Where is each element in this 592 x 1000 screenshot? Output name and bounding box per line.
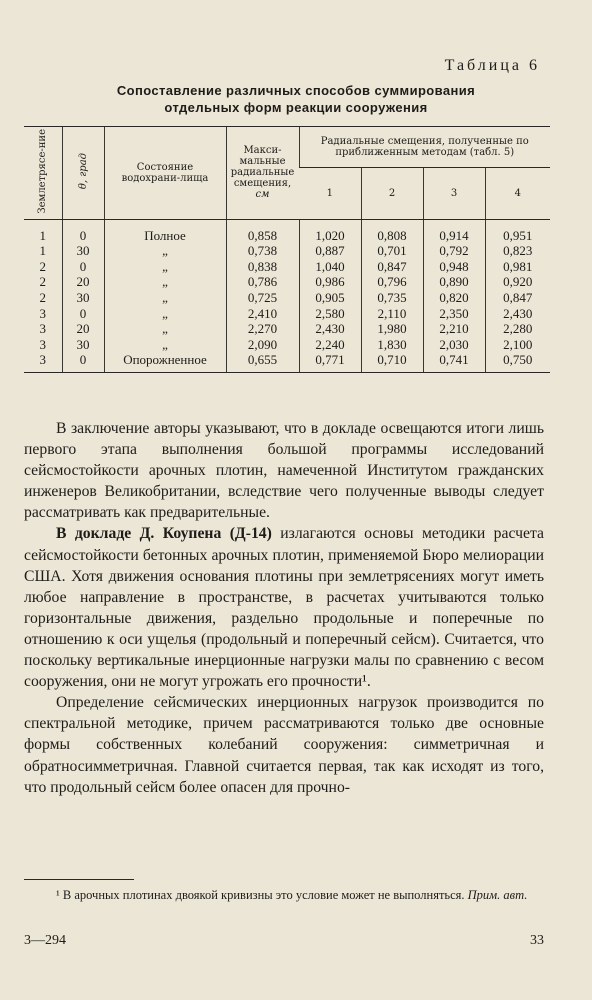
footnote-divider [24,879,134,880]
table-row [24,219,550,243]
table-row [24,243,550,259]
cell-earthquake: 1 [39,227,46,243]
cell-theta: 20 [62,321,104,337]
body-text [24,418,544,798]
cell-method-1: 2,240 [299,337,361,353]
cell-method-2: 0,701 [361,243,423,259]
cell-earthquake: 3 [24,352,62,372]
cell-state: „ [104,274,226,290]
footnote: ¹ В арочных плотинах двоякой кривизны это условие может не выполняться. Прим. авт. [56,888,528,902]
page-number: 33 [530,933,544,948]
cell-theta: 20 [62,274,104,290]
cell-theta: 30 [62,243,104,259]
cell-method-3: 0,820 [423,290,485,306]
cell-max: 0,655 [226,352,299,372]
table-row [24,274,550,290]
cell-max: 2,090 [226,337,299,353]
cell-earthquake: 3 [39,305,46,321]
cell-method-3: 0,914 [423,219,485,243]
cell-method-1: 0,887 [299,243,361,259]
paragraph-seismic-loads: Определение сейсмических инерционных нагрузок производится по спектральной методике, причем рассматриваются только две основные формы собственных колебаний сооружения: симметричная и обратносимметричная. Главной считается первая, так как исходят из того, что продольный сейсм более опасен для прочно- [24,694,544,796]
cell-method-4: 2,100 [485,337,550,353]
cell-method-2: 0,710 [361,352,423,372]
header-reservoir-state: Состояние водохрани-лища [104,127,226,220]
cell-method-4: 0,847 [485,290,550,306]
cell-max: 0,838 [226,259,299,275]
paragraph-conclusion: В заключение авторы указывают, что в докладе освещаются итоги лишь первого этапа выполнения большой программы исследований сейсмостойкости арочных плотин, намеченной Институтом гражданских инженеров Великобритании, вследствие чего полученные выводы следует рассматривать как предварительные. [24,420,544,522]
cell-max: 2,270 [226,321,299,337]
header-max-displacement: Макси-мальные радиальные смещения, см [226,127,299,220]
cell-method-3: 0,948 [423,259,485,275]
header-method-1: 1 [299,167,361,219]
cell-max: 0,738 [226,243,299,259]
header-theta: θ, град [62,127,104,220]
cell-state: Опорожненное [104,352,226,372]
cell-earthquake: 2 [39,274,46,290]
cell-method-2: 1,980 [361,321,423,337]
cell-theta: 0 [62,352,104,372]
table-label: Таблица 6 [444,57,540,74]
cell-method-3: 2,210 [423,321,485,337]
cell-method-4: 0,750 [485,352,550,372]
table-row [24,352,550,372]
cell-method-2: 0,735 [361,290,423,306]
cell-method-4: 0,951 [485,219,550,243]
cell-method-1: 0,905 [299,290,361,306]
table-row [24,259,550,275]
table-row [24,337,550,353]
cell-method-1: 2,580 [299,306,361,322]
cell-max: 0,786 [226,274,299,290]
printer-signature: 3—294 [24,933,66,948]
cell-method-1: 1,020 [299,219,361,243]
header-method-4: 4 [485,167,550,219]
cell-state: Полное [104,219,226,243]
cell-method-3: 2,030 [423,337,485,353]
cell-state: „ [104,306,226,322]
comparison-table [24,126,550,373]
cell-max: 2,410 [226,306,299,322]
paragraph-copen-report: В докладе Д. Коупена (Д-14) излагаются основы методики расчета сейсмостойкости бетонных арочных плотин, применяемой Бюро мелиорации США. Хотя движения основания плотины при землетрясениях могут иметь любое направление в пространстве, в расчетах учитываются только горизонтальные движения, раздельно продольные и поперечные по отношению к оси ущелья (продольный и поперечный сейсм). Считается, что поскольку вертикальные инерционные нагрузки малы по сравнению с весом сооружения, они не могут угрожать его прочности¹. [24,525,544,691]
cell-method-3: 2,350 [423,306,485,322]
caption-line-2: отдельных форм реакции сооружения [164,100,428,115]
table-caption [30,82,562,116]
cell-method-1: 0,771 [299,352,361,372]
cell-method-2: 0,808 [361,219,423,243]
table-row [24,290,550,306]
cell-method-1: 0,986 [299,274,361,290]
header-approx-methods: Радиальные смещения, полученные по приближенным методам (табл. 5) [299,127,550,168]
cell-method-3: 0,890 [423,274,485,290]
cell-earthquake: 2 [39,258,46,274]
cell-max: 0,858 [226,219,299,243]
comparison-table-wrapper [24,126,550,373]
cell-method-1: 1,040 [299,259,361,275]
cell-earthquake: 1 [39,243,46,259]
table-row [24,306,550,322]
cell-max: 0,725 [226,290,299,306]
cell-method-4: 0,823 [485,243,550,259]
header-method-3: 3 [423,167,485,219]
cell-theta: 30 [62,290,104,306]
cell-state: „ [104,321,226,337]
cell-method-4: 2,280 [485,321,550,337]
cell-method-2: 0,796 [361,274,423,290]
cell-theta: 30 [62,337,104,353]
paragraph-lead: В докладе Д. Коупена (Д-14) [56,525,272,543]
cell-method-4: 0,981 [485,259,550,275]
caption-line-1: Сопоставление различных способов суммирования [116,83,476,98]
footnote-author-note: Прим. авт. [467,888,528,902]
table-row [24,321,550,337]
header-earthquake: Землетрясе-ние [24,127,62,220]
cell-method-2: 0,847 [361,259,423,275]
cell-theta: 0 [62,306,104,322]
cell-state: „ [104,337,226,353]
cell-theta: 0 [62,219,104,243]
cell-method-2: 1,830 [361,337,423,353]
cell-method-4: 2,430 [485,306,550,322]
cell-method-1: 2,430 [299,321,361,337]
cell-theta: 0 [62,259,104,275]
cell-method-3: 0,741 [423,352,485,372]
cell-method-4: 0,920 [485,274,550,290]
cell-state: „ [104,290,226,306]
cell-earthquake: 3 [39,336,46,352]
header-method-2: 2 [361,167,423,219]
cell-earthquake: 3 [39,321,46,337]
cell-method-2: 2,110 [361,306,423,322]
cell-method-3: 0,792 [423,243,485,259]
cell-state: „ [104,243,226,259]
cell-state: „ [104,259,226,275]
cell-earthquake: 2 [39,289,46,305]
